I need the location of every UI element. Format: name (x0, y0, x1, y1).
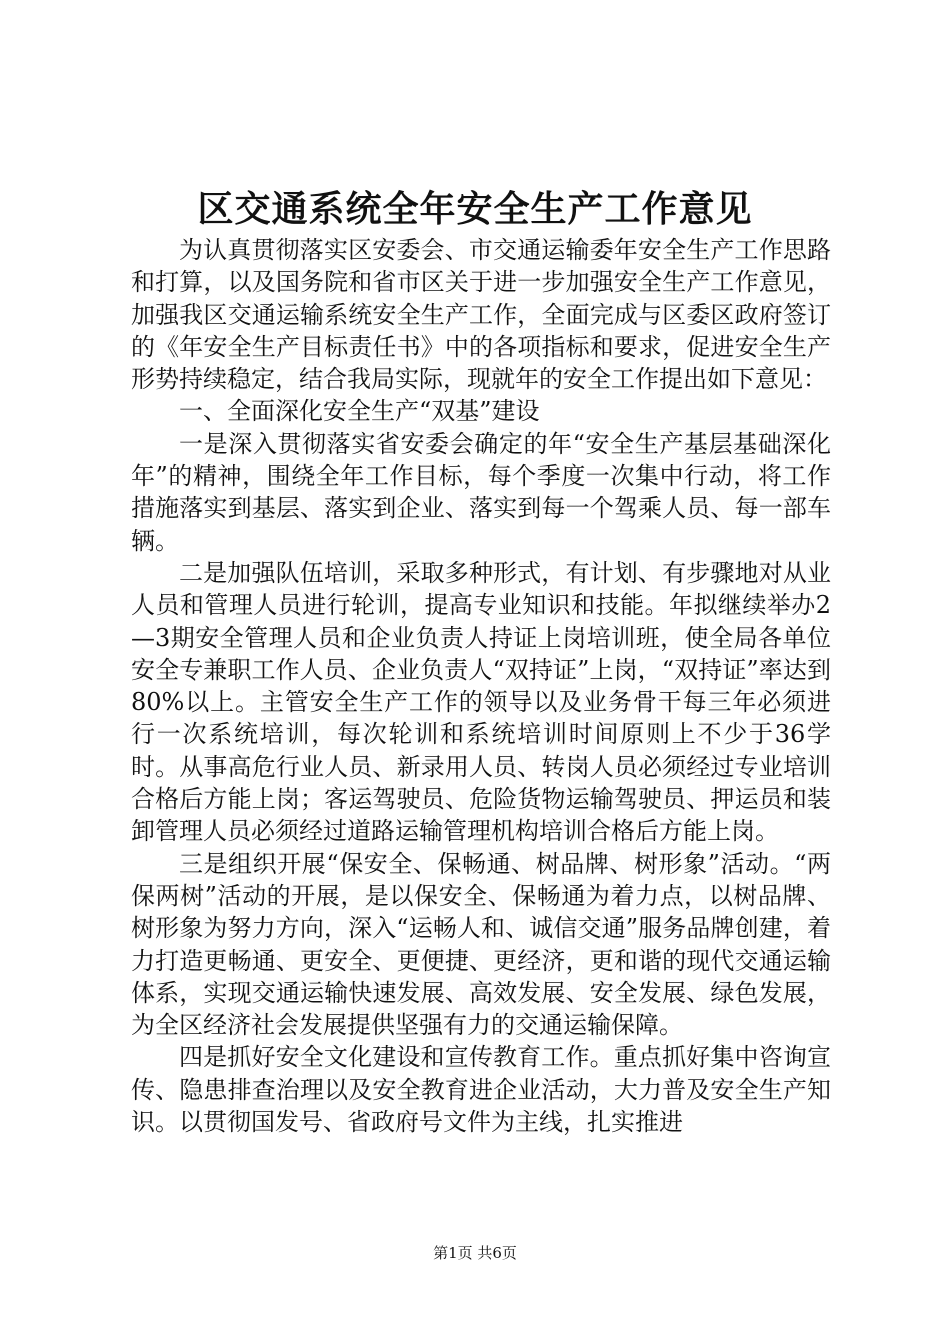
section-heading: 一、全面深化安全生产“双基”建设 (179, 397, 540, 426)
intro-paragraph: 为认真贯彻落实区安委会、市交通运输委年安全生产工作思路和打算，以及国务院和省市区关于进一步加强安全生产工作意见，加强我区交通运输系统安全生产工作，全面完成与区委区政府签订的《年安全生产目标责任书》中的各项指标和要求，促进安全生产形势持续稳定，结合我局实际，现就年的安全工作提出如下意见： (131, 236, 831, 394)
page-number: 第1页 共6页 (433, 1244, 517, 1262)
body-paragraph: 三是组织开展“保安全、保畅通、树品牌、树形象”活动。“两保两树”活动的开展，是以保安全、保畅通为着力点，以树品牌、树形象为努力方向，深入“运畅人和、诚信交通”服务品牌创建，着力打造更畅通、更安全、更便捷、更经济，更和谐的现代交通运输体系，实现交通运输快速发展、高效发展、安全发展、绿色发展，为全区经济社会发展提供坚强有力的交通运输保障。 (131, 849, 831, 1040)
document-title: 区交通系统全年安全生产工作意见 (197, 188, 753, 230)
body-paragraph: 一是深入贯彻落实省安委会确定的年“安全生产基层基础深化年”的精神，围绕全年工作目标，每个季度一次集中行动，将工作措施落实到基层、落实到企业、落实到每一个驾乘人员、每一部车辆。 (131, 429, 831, 555)
document-body (131, 234, 831, 1138)
body-paragraph: 四是抓好安全文化建设和宣传教育工作。重点抓好集中咨询宣传、隐患排查治理以及安全教育进企业活动，大力普及安全生产知识。以贯彻国发号、省政府号文件为主线，扎实推进 (131, 1043, 831, 1137)
body-paragraph: 二是加强队伍培训，采取多种形式，有计划、有步骤地对从业人员和管理人员进行轮训，提高专业知识和技能。年拟继续举办2—3期安全管理人员和企业负责人持证上岗培训班，使全局各单位安全专兼职工作人员、企业负责人“双持证”上岗，“双持证”率达到80%以上。主管安全生产工作的领导以及业务骨干每三年必须进行一次系统培训，每次轮训和系统培训时间原则上不少于36学时。从事高危行业人员、新录用人员、转岗人员必须经过专业培训合格后方能上岗；客运驾驶员、危险货物运输驾驶员、押运员和装卸管理人员必须经过道路运输管理机构培训合格后方能上岗。 (131, 558, 831, 846)
